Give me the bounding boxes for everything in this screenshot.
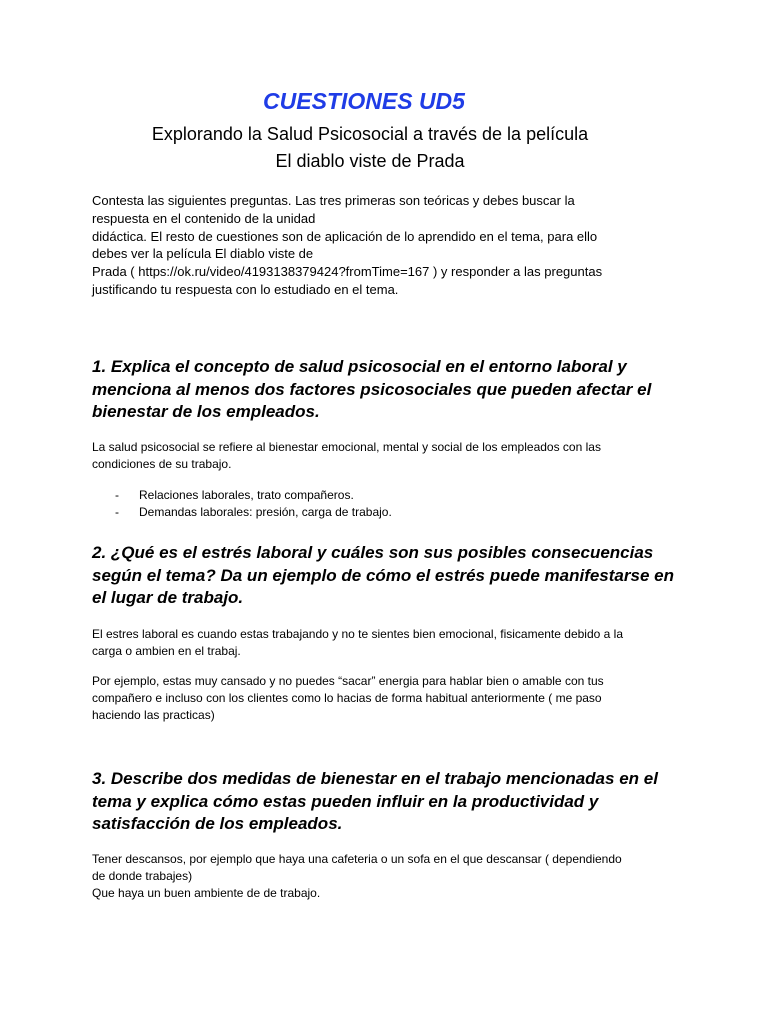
answer-line: haciendo las practicas) (92, 708, 215, 722)
answer-line: carga o ambien en el trabaj. (92, 644, 241, 658)
bullet-text: Demandas laborales: presión, carga de trabajo. (139, 505, 392, 519)
intro-line: debes ver la película El diablo viste de (92, 246, 314, 262)
question-line: 1. Explica el concepto de salud psicosocial en el entorno laboral y (92, 357, 627, 376)
answer-line: Que haya un buen ambiente de de trabajo. (92, 886, 321, 900)
answer-1-text (92, 439, 692, 473)
question-line: 2. ¿Qué es el estrés laboral y cuáles son sus posibles consecuencias (92, 543, 654, 562)
bullet-text: Relaciones laborales, trato compañeros. (139, 488, 354, 502)
answer-2-paragraph-2 (92, 673, 692, 724)
answer-2-paragraph-1 (92, 626, 692, 660)
document-title: CUESTIONES UD5 (263, 88, 465, 114)
bullet-dash: - (115, 488, 119, 502)
question-3-heading (92, 768, 692, 836)
answer-line: de donde trabajes) (92, 869, 193, 883)
list-item (92, 504, 692, 521)
answer-line: El estres laboral es cuando estas trabajando y no te sientes bien emocional, fisicamente debido a la (92, 627, 623, 641)
intro-instructions (92, 192, 692, 299)
answer-3-text (92, 851, 692, 902)
intro-line: respuesta en el contenido de la unidad (92, 210, 316, 226)
question-line: satisfacción de los empleados. (92, 814, 343, 833)
answer-line: condiciones de su trabajo. (92, 457, 232, 471)
document-subtitle-line2: El diablo viste de Prada (275, 151, 465, 171)
question-line: bienestar de los empleados. (92, 402, 320, 421)
question-line: tema y explica cómo estas pueden influir en la productividad y (92, 791, 599, 811)
bullet-dash: - (115, 505, 119, 519)
intro-line: Prada ( https://ok.ru/video/4193138379424?fromTime=167 ) y responder a las preguntas (92, 264, 603, 280)
question-line: según el tema? Da un ejemplo de cómo el estrés puede manifestarse en (92, 565, 674, 585)
intro-line: Contesta las siguientes preguntas. Las tres primeras son teóricas y debes buscar la (92, 193, 575, 208)
answer-line: Tener descansos, por ejemplo que haya una cafeteria o un sofa en el que descansar ( dependiendo (92, 852, 622, 866)
answer-line: La salud psicosocial se refiere al bienestar emocional, mental y social de los empleados con las (92, 440, 601, 454)
question-line: menciona al menos dos factores psicosociales que pueden afectar el (92, 379, 652, 399)
question-line: el lugar de trabajo. (92, 588, 244, 607)
intro-line: didáctica. El resto de cuestiones son de aplicación de lo aprendido en el tema, para ello (92, 228, 598, 244)
question-2-heading (92, 542, 692, 610)
answer-line: Por ejemplo, estas muy cansado y no puedes “sacar” energia para hablar bien o amable con tus (92, 674, 604, 688)
answer-1-bullet-list (92, 487, 692, 521)
intro-line: justificando tu respuesta con lo estudiado en el tema. (92, 281, 399, 297)
document-subtitle-line1: Explorando la Salud Psicosocial a través de la película (151, 124, 589, 144)
list-item (92, 487, 692, 504)
question-line: 3. Describe dos medidas de bienestar en el trabajo mencionadas en el (92, 769, 658, 788)
answer-line: compañero e incluso con los clientes como lo hacias de forma habitual anteriormente ( me paso (92, 691, 602, 705)
question-1-heading (92, 356, 692, 424)
